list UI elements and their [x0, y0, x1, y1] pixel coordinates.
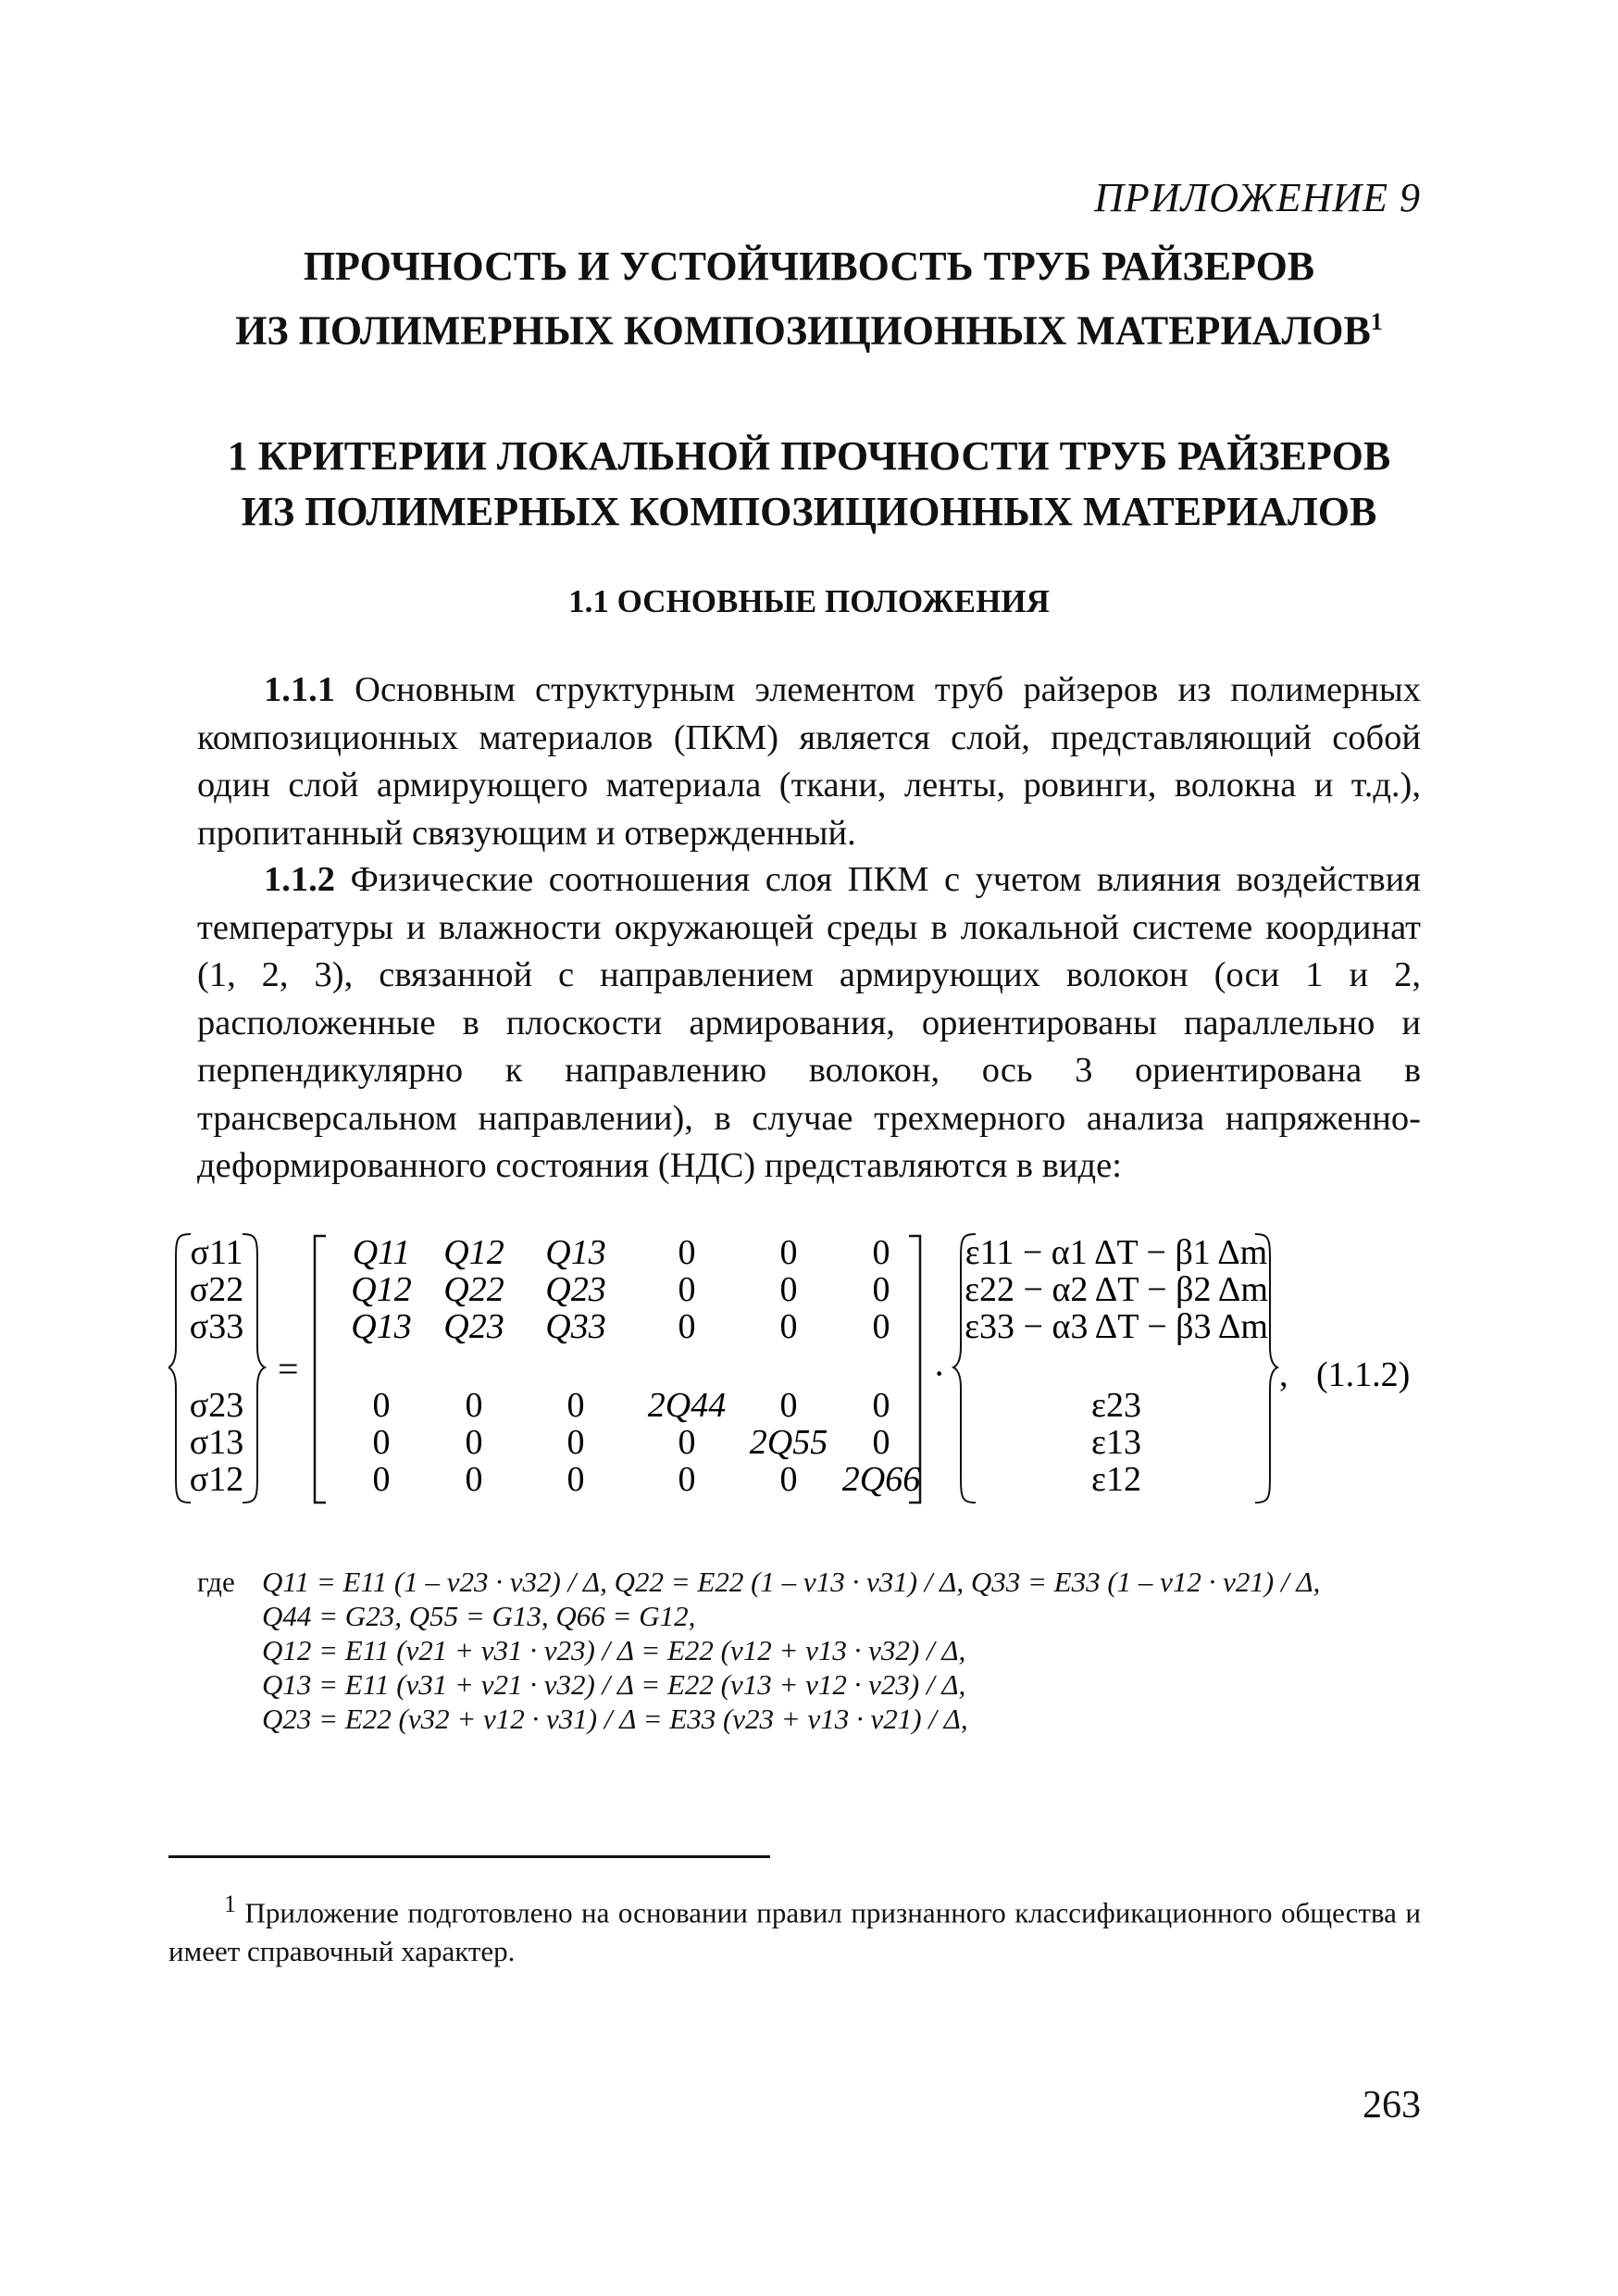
where-definitions: [262, 1565, 1320, 1736]
matrix-cell: Q23: [545, 1270, 606, 1309]
matrix-cell: 0: [779, 1460, 798, 1499]
main-title: [0, 239, 1618, 359]
page-number: 263: [1363, 2084, 1421, 2127]
strain-component: ε23: [1091, 1386, 1141, 1425]
matrix-cell: 0: [372, 1386, 391, 1425]
matrix-cell: 0: [566, 1386, 585, 1425]
sigma-component: σ22: [189, 1270, 244, 1309]
matrix-cell: 2Q66: [841, 1460, 921, 1499]
paragraph-text: Основным структурным элементом труб райзеров из полимерных композиционных материалов (ПКМ) является слой, представляющий собой один слой армирующего материала (ткани, ленты, ровинги, волокна и т.д.), пропитанный связующим и отвержденный.: [197, 670, 1421, 853]
matrix-cell: 0: [678, 1233, 696, 1272]
matrix-cell: 0: [779, 1307, 798, 1346]
sigma-component: σ23: [189, 1386, 244, 1425]
matrix-cell: 0: [678, 1307, 696, 1346]
sigma-right-brace: [243, 1234, 265, 1503]
section-heading-line2: ИЗ ПОЛИМЕРНЫХ КОМПОЗИЦИОННЫХ МАТЕРИАЛОВ: [241, 489, 1377, 534]
matrix-cell: 0: [872, 1270, 890, 1309]
footnote: [168, 1885, 1421, 1971]
footnote-text: Приложение подготовлено на основании правил признанного классификационного общества и имеет справочный характер.: [168, 1896, 1421, 1968]
definition-line: Q13 = E11 (ν31 + ν21 · ν32) / Δ = E22 (ν13 + ν12 · ν23) / Δ,: [262, 1668, 966, 1701]
matrix-cell: 0: [678, 1270, 696, 1309]
matrix-cell: Q12: [443, 1233, 504, 1272]
paragraph-number: 1.1.1: [264, 670, 335, 709]
paragraph-text: Физические соотношения слоя ПКМ с учетом влияния воздействия температуры и влажности окружающей среды в локальной системе координат (1, 2, 3), связанной с направлением армирующих волокон (оси 1 и 2, расположенные в плоскости армирования, ориентированы параллельно и перпендикулярно к направлению волокон, ось 3 ориентирована в трансверсальном направлении), в случае трехмерного анализа напряженно-деформированного состояния (НДС) представляются в виде:: [197, 860, 1421, 1185]
matrix-cell: 0: [872, 1307, 890, 1346]
appendix-label: ПРИЛОЖЕНИЕ 9: [1094, 175, 1421, 220]
matrix-cell: 0: [465, 1386, 483, 1425]
matrix-cell: 0: [566, 1460, 585, 1499]
equation-number: (1.1.2): [1316, 1355, 1411, 1394]
matrix-cell: Q33: [545, 1307, 606, 1346]
strain-component: ε11 − α1 ΔT − β1 Δm: [965, 1233, 1268, 1272]
sigma-component: σ33: [189, 1307, 244, 1346]
footnote-reference[interactable]: 1: [1370, 308, 1383, 335]
definition-line: Q11 = E11 (1 – ν23 · ν32) / Δ, Q22 = E22 (1 – ν13 · ν31) / Δ, Q33 = E33 (1 – ν12 · ν21) / Δ,: [262, 1566, 1321, 1598]
matrix-cell: 0: [872, 1233, 890, 1272]
matrix-cell: 0: [372, 1423, 391, 1462]
sigma-component: σ12: [189, 1460, 244, 1499]
equals-sign: =: [278, 1348, 299, 1390]
matrix-cell: 0: [566, 1423, 585, 1462]
matrix-cell: Q11: [352, 1233, 411, 1272]
matrix-cell: Q12: [351, 1270, 412, 1309]
matrix-cell: 0: [872, 1386, 890, 1425]
matrix-cell: 0: [465, 1423, 483, 1462]
matrix-cell: 2Q44: [647, 1386, 727, 1425]
sigma-component: σ13: [189, 1423, 244, 1462]
footnote-mark: 1: [224, 1890, 236, 1917]
matrix-cell: 0: [779, 1270, 798, 1309]
matrix-cell: 0: [678, 1460, 696, 1499]
footnote-divider: [168, 1855, 770, 1858]
matrix-cell: 0: [872, 1423, 890, 1462]
definition-line: Q23 = E22 (ν32 + ν12 · ν31) / Δ = E33 (ν23 + ν13 · ν21) / Δ,: [262, 1703, 968, 1735]
matrix-cell: 0: [779, 1386, 798, 1425]
matrix-cell: 0: [465, 1460, 483, 1499]
matrix-cell: Q13: [351, 1307, 412, 1346]
strain-component: ε33 − α3 ΔT − β3 Δm: [965, 1307, 1268, 1346]
where-label: где: [197, 1566, 235, 1598]
strain-component: ε13: [1091, 1423, 1141, 1462]
matrix-cell: 0: [678, 1423, 696, 1462]
subsection-heading: 1.1 ОСНОВНЫЕ ПОЛОЖЕНИЯ: [568, 583, 1050, 619]
sigma-left-brace: [168, 1234, 191, 1503]
definition-line: Q12 = E11 (ν21 + ν31 · ν23) / Δ = E22 (ν12 + ν13 · ν32) / Δ,: [262, 1634, 966, 1666]
paragraph-1-1-1: [197, 667, 1421, 857]
matrix-cell: Q13: [545, 1233, 606, 1272]
equation-1-1-2: [168, 1227, 1464, 1509]
matrix-cell: Q22: [443, 1270, 504, 1309]
main-title-line2: ИЗ ПОЛИМЕРНЫХ КОМПОЗИЦИОННЫХ МАТЕРИАЛОВ$^1$: [235, 307, 1383, 354]
main-title-line1: ПРОЧНОСТЬ И УСТОЙЧИВОСТЬ ТРУБ РАЙЗЕРОВ: [303, 243, 1315, 289]
definition-line: Q44 = G23, Q55 = G13, Q66 = G12,: [262, 1600, 696, 1632]
paragraph-number: 1.1.2: [264, 860, 335, 899]
matrix-cell: 0: [372, 1460, 391, 1499]
matrix-left-bracket: [315, 1236, 326, 1503]
matrix-cell: 0: [779, 1233, 798, 1272]
matrix-cell: Q23: [443, 1307, 504, 1346]
paragraph-1-1-2: [197, 856, 1421, 1191]
sigma-component: σ11: [190, 1233, 243, 1272]
matrix-cell: 2Q55: [749, 1423, 828, 1462]
strain-component: ε22 − α2 ΔT − β2 Δm: [965, 1270, 1268, 1309]
section-heading: [0, 429, 1618, 540]
dot-operator: ·: [933, 1353, 946, 1394]
section-heading-line1: 1 КРИТЕРИИ ЛОКАЛЬНОЙ ПРОЧНОСТИ ТРУБ РАЙЗЕРОВ: [227, 433, 1391, 479]
strain-component: ε12: [1091, 1460, 1141, 1499]
equation-comma: ,: [1279, 1355, 1288, 1394]
